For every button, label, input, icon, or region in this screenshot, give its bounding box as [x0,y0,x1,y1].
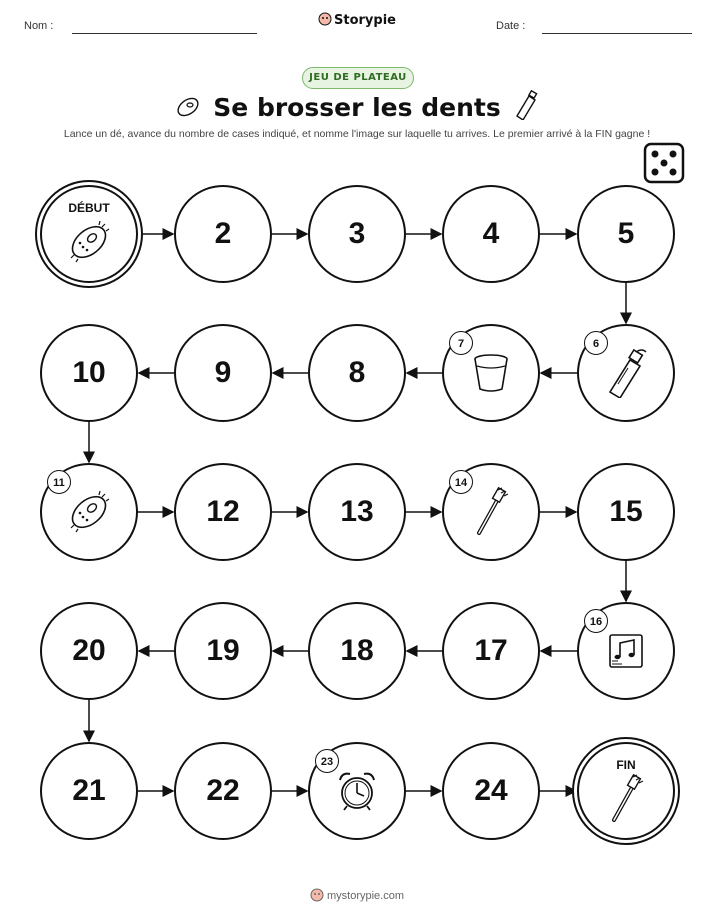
cell-number: 17 [474,634,508,667]
board-cell-5 [577,185,675,283]
board-cell-3 [308,185,406,283]
board-cell-15 [577,463,675,561]
board-cell-1 [40,185,138,283]
page-title: Se brosser les dents [0,90,714,122]
board-cell-10 [40,324,138,422]
board-cell-13 [308,463,406,561]
board-cell-17 [442,602,540,700]
board-cell-19 [174,602,272,700]
cell-number: 10 [72,356,106,389]
board-cell-23 [308,742,406,840]
cell-number-badge: 23 [315,749,339,773]
cell-number: 12 [206,495,240,528]
toothbrush-icon [606,774,646,824]
board-cell-6 [577,324,675,422]
cell-number: 21 [72,774,106,807]
board-cell-22 [174,742,272,840]
cell-number: 22 [206,774,240,807]
cell-number: 3 [348,217,366,250]
toothbrush-icon [471,487,511,537]
cell-number: 24 [474,774,508,807]
game-type-badge: JEU DE PLATEAU [302,67,414,89]
board-cell-16 [577,602,675,700]
cell-number-badge: 16 [584,609,608,633]
footer [0,888,714,902]
cell-number: 18 [340,634,374,667]
cell-number-badge: 6 [584,331,608,355]
board-cell-2 [174,185,272,283]
toothpaste-icon [604,348,648,398]
board-cell-21 [40,742,138,840]
cell-number-badge: 7 [449,331,473,355]
cell-number: 19 [206,634,240,667]
name-label: Nom : [24,20,54,32]
board-cell-8 [308,324,406,422]
cell-number: 15 [609,495,643,528]
board-cell-11 [40,463,138,561]
footer-url: mystorypie.com [326,890,405,902]
cell-number: 8 [348,356,366,389]
cell-label: FIN [616,758,636,772]
cell-number: 9 [214,356,232,389]
board-cell-12 [174,463,272,561]
cup-icon [471,352,511,394]
board-cell-14 [442,463,540,561]
germ-icon [66,489,112,535]
cell-number: 2 [214,217,232,250]
cell-number: 5 [617,217,635,250]
board-cell-9 [174,324,272,422]
board-cell-7 [442,324,540,422]
alarm-clock-icon [334,768,380,814]
storypie-logo-icon [310,888,324,902]
cell-number-badge: 11 [47,470,71,494]
music-note-icon [606,631,646,671]
cell-number-badge: 14 [449,470,473,494]
board-cell-24 [442,742,540,840]
cell-number: 4 [482,217,500,250]
board-cell-4 [442,185,540,283]
board-cell-25 [577,742,675,840]
board-cell-18 [308,602,406,700]
board-cell-20 [40,602,138,700]
germ-icon [66,219,112,265]
cell-number: 13 [340,495,374,528]
date-label: Date : [496,20,526,32]
brand-name: Storypie [334,13,396,28]
cell-label: DÉBUT [68,201,110,215]
instructions: Lance un dé, avance du nombre de cases indiqué, et nomme l'image sur laquelle tu arrives. Le premier arrivé à la FIN gagne ! [63,128,651,140]
cell-number: 20 [72,634,106,667]
